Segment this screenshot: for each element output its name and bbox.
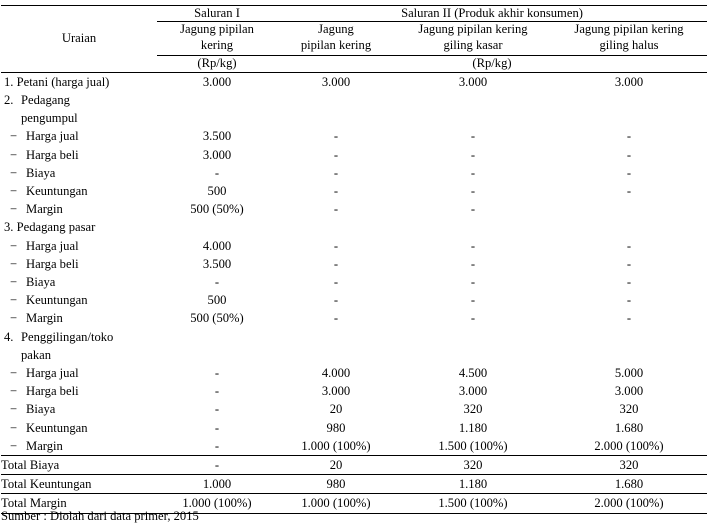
row-label: 3. Pedagang pasar bbox=[4, 220, 96, 235]
row-label-text: Margin bbox=[26, 438, 63, 453]
table-row bbox=[1, 164, 707, 182]
table-row bbox=[1, 400, 707, 418]
row-label-line-2: pengumpul bbox=[21, 111, 78, 126]
cell: - bbox=[333, 184, 339, 199]
dash-bullet: − bbox=[10, 402, 18, 417]
row-label bbox=[1, 291, 157, 309]
cell: - bbox=[470, 165, 476, 180]
row-label bbox=[1, 91, 157, 109]
cell: - bbox=[626, 238, 632, 253]
row-label bbox=[1, 182, 157, 200]
header-col-2-line-1: Jagung bbox=[318, 22, 354, 37]
cell: - bbox=[333, 238, 339, 253]
dash-bullet: − bbox=[10, 202, 18, 217]
row-label: Total Margin bbox=[1, 494, 157, 513]
row-label bbox=[1, 109, 157, 127]
cell: - bbox=[470, 147, 476, 162]
cell: - bbox=[333, 293, 339, 308]
cell: - bbox=[626, 129, 632, 144]
dash-bullet: − bbox=[10, 256, 18, 271]
row-label bbox=[1, 237, 157, 255]
row-label-text: Biaya bbox=[26, 165, 56, 180]
table-row bbox=[1, 200, 707, 218]
cell: 1.680 bbox=[551, 475, 707, 494]
cell: 1.180 bbox=[395, 475, 551, 494]
row-label-text: Biaya bbox=[26, 275, 56, 290]
dash-bullet: − bbox=[10, 366, 18, 381]
cell: - bbox=[470, 293, 476, 308]
cell: - bbox=[470, 311, 476, 326]
row-label-text: Harga beli bbox=[26, 147, 79, 162]
cell: - bbox=[214, 165, 220, 180]
header-row-1 bbox=[1, 6, 707, 22]
cell: 320 bbox=[551, 456, 707, 475]
dash-bullet: − bbox=[10, 293, 18, 308]
cell: 500 (50%) bbox=[190, 202, 244, 217]
cell: - bbox=[333, 256, 339, 271]
cell: - bbox=[470, 129, 476, 144]
table-row bbox=[1, 72, 707, 91]
row-label-text: Margin bbox=[26, 311, 63, 326]
table-row bbox=[1, 182, 707, 200]
table-row bbox=[1, 255, 707, 273]
dash-bullet: − bbox=[10, 129, 18, 144]
cell: 320 bbox=[395, 456, 551, 475]
row-label bbox=[1, 437, 157, 456]
table-row bbox=[1, 91, 707, 109]
dash-bullet: − bbox=[10, 420, 18, 435]
cell: 20 bbox=[329, 402, 343, 417]
header-col-3-line-2: giling kasar bbox=[443, 38, 503, 52]
dash-bullet: − bbox=[10, 184, 18, 199]
cell: 1.000 bbox=[157, 475, 277, 494]
row-label-text: Keuntungan bbox=[26, 184, 88, 199]
dash-bullet: − bbox=[10, 275, 18, 290]
cell: 3.000 bbox=[321, 74, 351, 89]
cell: 980 bbox=[277, 475, 395, 494]
cell: - bbox=[626, 165, 632, 180]
cell: 2.000 (100%) bbox=[551, 494, 707, 513]
row-label-text: Keuntungan bbox=[26, 420, 88, 435]
cell: 1.180 bbox=[458, 420, 488, 435]
cell: 1.000 (100%) bbox=[301, 438, 371, 453]
cell: 3.000 bbox=[321, 384, 351, 399]
table-row bbox=[1, 364, 707, 382]
cell: - bbox=[214, 275, 220, 290]
cell: - bbox=[626, 256, 632, 271]
cell: 20 bbox=[277, 456, 395, 475]
row-label bbox=[1, 364, 157, 382]
cell: - bbox=[626, 147, 632, 162]
table-row bbox=[1, 346, 707, 364]
dash-bullet: − bbox=[10, 238, 18, 253]
row-label bbox=[1, 146, 157, 164]
cell: 500 bbox=[207, 293, 227, 308]
row-label: Total Keuntungan bbox=[1, 475, 157, 494]
cell: 5.000 bbox=[614, 366, 644, 381]
cell: 500 bbox=[207, 184, 227, 199]
row-label-text: Harga jual bbox=[26, 366, 79, 381]
cell: 3.000 bbox=[458, 74, 488, 89]
cell: 3.000 bbox=[614, 384, 644, 399]
row-label-line-1: Pedagang bbox=[21, 93, 70, 108]
cell: - bbox=[333, 311, 339, 326]
cell: 3.000 bbox=[458, 384, 488, 399]
dash-bullet: − bbox=[10, 384, 18, 399]
header-unit-1: (Rp/kg) bbox=[157, 56, 277, 72]
table-row-total-keuntungan bbox=[1, 475, 707, 494]
cell: 3.000 bbox=[614, 74, 644, 89]
header-col-4 bbox=[551, 22, 707, 56]
row-label bbox=[1, 419, 157, 437]
cell: - bbox=[470, 184, 476, 199]
row-label bbox=[1, 127, 157, 145]
cell: 3.000 bbox=[202, 147, 232, 162]
cell: - bbox=[470, 275, 476, 290]
cell: - bbox=[626, 293, 632, 308]
cell: - bbox=[333, 275, 339, 290]
cell: 2.000 (100%) bbox=[594, 438, 664, 453]
row-label bbox=[1, 328, 157, 346]
header-saluran-1: Saluran I bbox=[157, 6, 277, 22]
row-label bbox=[1, 200, 157, 218]
header-col-4-line-2: giling halus bbox=[599, 38, 659, 52]
table-row bbox=[1, 291, 707, 309]
header-col-1-line-2: kering bbox=[200, 38, 234, 52]
cell: - bbox=[214, 384, 220, 399]
cell: - bbox=[214, 438, 220, 453]
dash-bullet: − bbox=[10, 147, 18, 162]
table-row bbox=[1, 146, 707, 164]
cell: 4.500 bbox=[458, 366, 488, 381]
table-row-total-biaya bbox=[1, 456, 707, 475]
row-label: 1. Petani (harga jual) bbox=[4, 74, 110, 89]
header-col-1 bbox=[157, 22, 277, 56]
row-label bbox=[1, 309, 157, 327]
cell: 1.000 (100%) bbox=[157, 494, 277, 513]
cell: 3.500 bbox=[202, 256, 232, 271]
cell: 4.000 bbox=[321, 366, 351, 381]
dash-bullet: − bbox=[10, 165, 18, 180]
header-col-3-line-1: Jagung pipilan kering bbox=[418, 22, 528, 37]
table-row bbox=[1, 419, 707, 437]
cell: 320 bbox=[463, 402, 483, 417]
cell: - bbox=[333, 147, 339, 162]
table-row bbox=[1, 273, 707, 291]
dash-bullet: − bbox=[10, 438, 18, 453]
header-col-2 bbox=[277, 22, 395, 56]
cell: - bbox=[470, 256, 476, 271]
cell: - bbox=[157, 456, 277, 475]
cell: 1.500 (100%) bbox=[438, 438, 508, 453]
table-row bbox=[1, 309, 707, 327]
header-col-2-line-2: pipilan kering bbox=[300, 38, 372, 52]
row-label-text: Harga jual bbox=[26, 238, 79, 253]
row-label-text: Biaya bbox=[26, 402, 56, 417]
row-label-text: Harga jual bbox=[26, 129, 79, 144]
source-note: Sumber : Diolah dari data primer, 2015 bbox=[1, 509, 199, 523]
cell: 1.000 (100%) bbox=[277, 494, 395, 513]
cell: - bbox=[626, 275, 632, 290]
row-label-line-2: pakan bbox=[21, 347, 52, 362]
header-col-3 bbox=[395, 22, 551, 56]
row-label-text: Harga beli bbox=[26, 256, 79, 271]
cell: 3.000 bbox=[202, 74, 232, 89]
table-row bbox=[1, 328, 707, 346]
row-label bbox=[1, 400, 157, 418]
cell: 1.680 bbox=[614, 420, 644, 435]
row-label-text: Keuntungan bbox=[26, 293, 88, 308]
cell: 1.500 (100%) bbox=[395, 494, 551, 513]
row-label: Total Biaya bbox=[1, 456, 157, 475]
header-uraian: Uraian bbox=[1, 6, 157, 73]
cell: - bbox=[333, 165, 339, 180]
header-col-1-line-1: Jagung pipilan bbox=[180, 22, 254, 37]
cell: - bbox=[333, 202, 339, 217]
cell: - bbox=[214, 402, 220, 417]
cell bbox=[551, 200, 707, 218]
cell: - bbox=[333, 129, 339, 144]
cell: - bbox=[470, 238, 476, 253]
margin-table bbox=[1, 5, 707, 514]
row-label-line-1: Penggilingan/toko bbox=[21, 329, 114, 344]
cell: 320 bbox=[619, 402, 639, 417]
header-unit-2: (Rp/kg) bbox=[277, 56, 707, 72]
table-row bbox=[1, 127, 707, 145]
table-row bbox=[1, 382, 707, 400]
row-label-text: Margin bbox=[26, 202, 63, 217]
cell: - bbox=[626, 311, 632, 326]
row-label bbox=[1, 273, 157, 291]
row-label bbox=[1, 382, 157, 400]
table-row bbox=[1, 437, 707, 456]
cell: 3.500 bbox=[202, 129, 232, 144]
row-label bbox=[1, 255, 157, 273]
table-row bbox=[1, 218, 707, 236]
header-col-4-line-1: Jagung pipilan kering bbox=[574, 22, 684, 37]
cell: - bbox=[470, 202, 476, 217]
cell: - bbox=[214, 420, 220, 435]
dash-bullet: − bbox=[10, 311, 18, 326]
row-number: 4. bbox=[4, 329, 14, 344]
row-number: 2. bbox=[4, 93, 14, 108]
cell: - bbox=[626, 184, 632, 199]
table-row bbox=[1, 109, 707, 127]
cell: 500 (50%) bbox=[190, 311, 244, 326]
row-label-text: Harga beli bbox=[26, 384, 79, 399]
cell: 980 bbox=[326, 420, 346, 435]
row-label bbox=[1, 346, 157, 364]
row-label bbox=[1, 164, 157, 182]
table-row bbox=[1, 237, 707, 255]
cell: - bbox=[214, 366, 220, 381]
header-saluran-2: Saluran II (Produk akhir konsumen) bbox=[277, 6, 707, 22]
cell: 4.000 bbox=[202, 238, 232, 253]
